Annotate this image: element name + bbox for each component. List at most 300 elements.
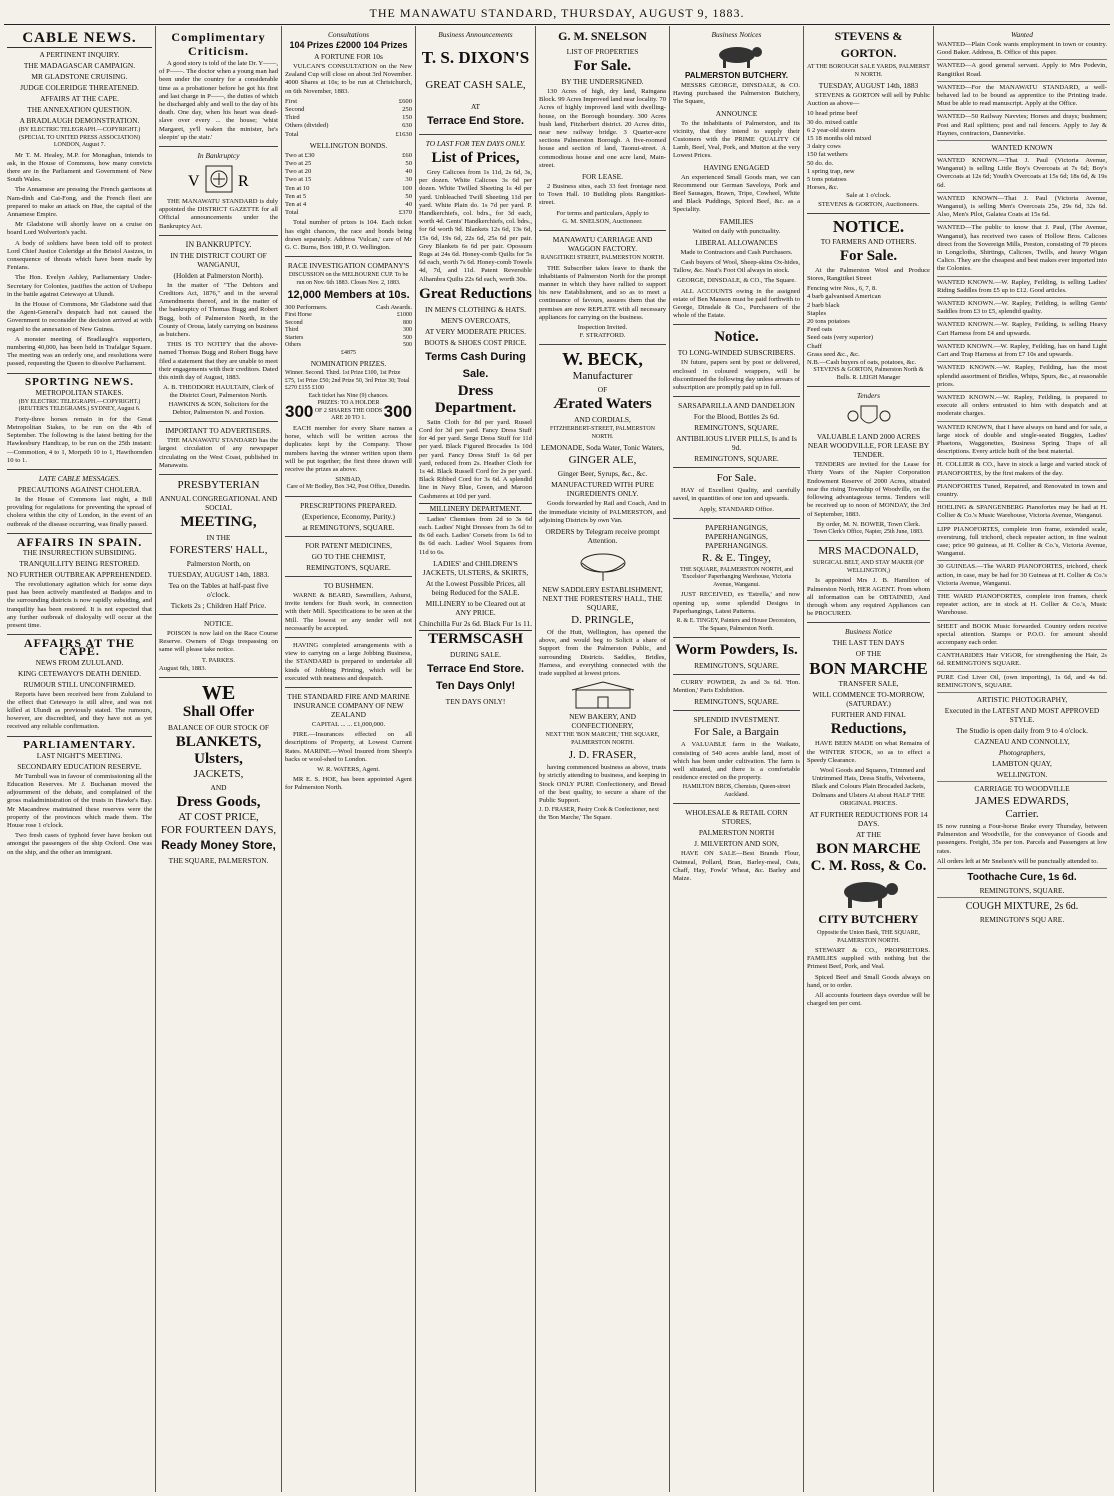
- table-row: Second 250: [285, 106, 412, 114]
- performers-header: 300 Performers. Cash Awards.: [285, 304, 412, 312]
- bower-date: Town Clerk's Office, Napier, 25th June, 1883.: [813, 528, 924, 535]
- spiced-beef: Spiced Beef and Small Goods always on hand, or to order.: [807, 973, 930, 989]
- to-farmers: TO FARMERS AND OTHERS.: [820, 236, 917, 246]
- list-item: 150 fat wethers: [807, 151, 848, 159]
- price-list: Grey Calicoes from 1s 11d, 2s 6d, 3s, per dozen. White Calicoes 3s 6d per dozen. White Twilled Sheeting 1s 4d per yard. Unbleached Twill Sheeting 11d per yard. White Plain do. 1s 7d per yard. P. Handkerchiefs, col. bdrs., for 3d each, worth 4d. Gents' Handkerchiefs, col. bdrs., for 6d worth 9d. Blankets 12s 6d, 13s 6d, 15s 6d, 19s 6d, 22s 6d, 25s 6d per pair. Grey Blankets 6s 6d per pair. Opossum Rugs at 24s 6d. Honey-comb Quilts for 5s 6d each, worth 7s 6d. Honey-comb Towels 4d, 7d, and 11d. Patent Reversible Alhambra Quilts 22s 6d each, worth 30s.: [419, 169, 532, 283]
- tenders-text: TENDERS are invited for the Lease for Thirty Years of the Napier Corporation Endowment Reserve of 2000 Acres, situated near the rising Township of Woodville, on the following advantageous terms. Tenders will be received up to noon of MONDAY, the 3rd of September, 1883.: [807, 461, 930, 518]
- masthead: THE MANAWATU STANDARD, THURSDAY, AUGUST 9, 1883.: [369, 6, 745, 20]
- james-edwards: JAMES EDWARDS,: [975, 795, 1069, 807]
- wanted-known-heading: WANTED KNOWN: [937, 143, 1107, 155]
- stevens-gorton-title: STEVENS & GORTON.: [834, 29, 903, 60]
- column-dixon: [416, 26, 536, 1492]
- list-item: 2 barb black: [807, 301, 840, 309]
- macdonald-text: Is appointed Mrs J. B. Hamilton of Palmerston North, HER AGENT. From whom all information can be OBTAINED, And through whom any required Appliances can be PROCURED.: [807, 577, 930, 618]
- dateline: (BY ELECTRIC TELEGRAPH.—COPYRIGHT.) (REUTER'S TELEGRAMS.) SYDNEY, August 6.: [18, 398, 141, 413]
- long-winded: TO LONG-WINDED SUBSCRIBERS.: [677, 348, 796, 358]
- hay-text: HAY of Excellent Quality, and carefully saved, in quantities of one ton and upwards.: [673, 487, 800, 503]
- gd-sign: GEORGE, DINSDALE, & CO., The Square.: [677, 277, 796, 285]
- notice-title: Notice.: [714, 329, 759, 346]
- divider: [285, 637, 412, 638]
- list-item: Fencing wire Nos., 6, 7, 8.: [807, 285, 877, 293]
- advertisers-text: THE MANAWATU STANDARD has the largest circulation of any newspaper circulating on the West Coast, published in Manawatu.: [159, 437, 278, 469]
- last-ten-days: THE LAST TEN DAYS: [832, 638, 905, 648]
- tingey-address: THE SQUARE, PALMERSTON NORTH, and 'Excelsior' Paperhanging Warehouse, Victoria Avenue, Wanganui.: [680, 566, 793, 588]
- moderate-prices: AT VERY MODERATE PRICES.: [425, 326, 526, 336]
- presbyterian-sub: ANNUAL CONGREGATIONAL AND SOCIAL: [159, 493, 278, 512]
- meeting-tickets: Tickets 2s ; Children Half Price.: [170, 600, 267, 610]
- column-consultations: [282, 26, 416, 1492]
- carriage-title: MANAWATU CARRIAGE AND WAGGON FACTORY.: [552, 235, 653, 254]
- for-sale: For Sale.: [573, 58, 632, 74]
- column-butchery: [670, 26, 804, 1492]
- prescriptions-title: PRESCRIPTIONS PREPARED.: [300, 500, 397, 510]
- boots-shoes: BOOTS & SHOES COST PRICE.: [424, 337, 527, 347]
- list-item: 3 dairy cows: [807, 143, 841, 151]
- bankruptcy-title: IN BANKRUPTCY.: [185, 239, 252, 249]
- race-title: RACE INVESTIGATION COMPANY'S: [287, 261, 410, 271]
- remington: REMINGTON'S, SQUARE.: [694, 697, 779, 707]
- accounts-overdue: All accounts fourteen days overdue will be charged ten per cent.: [807, 992, 930, 1008]
- vulcan-text: VULCAN'S CONSULTATION on the New Zealand Cup will close on about 3rd November. 4000 Shares at 10s; to be run at Christchurch, on 6th November, 1883.: [285, 63, 412, 95]
- dateline: (BY ELECTRIC TELEGRAPH.—COPYRIGHT.) (SPECIAL TO UNITED PRESS ASSOCIATION) LONDON, August 7.: [18, 127, 141, 148]
- list-item: 15 18 months old mixed: [807, 135, 872, 143]
- splendid-investment: SPLENDID INVESTMENT.: [693, 715, 780, 725]
- meeting-place: Palmerston North, on: [186, 558, 251, 568]
- svg-text:R: R: [237, 173, 249, 191]
- we-heading: WE: [201, 681, 236, 704]
- table-row: Ten at 4 40: [285, 201, 412, 209]
- table-row: Two at £30 £60: [285, 151, 412, 159]
- wanted-ad: WANTED KNOWN.—W. Rapley, Feilding, is selling Ladies' Riding Saddles from £5 up to £12. Good articles.: [937, 279, 1107, 298]
- families: FAMILIES: [719, 216, 754, 226]
- blankets: BLANKETS,: [175, 733, 262, 750]
- divider: [673, 467, 800, 468]
- sale-date: TUESDAY, AUGUST 14th, 1883: [818, 81, 919, 90]
- list-item: Staples: [807, 309, 827, 317]
- warne-text: WARNE & BEARD, Sawmillers, Ashurst, invite tenders for Bush work, in connection with their Mill. Specifications to be seen at the Mill. The lowest or any tender will not necessarily be accepted.: [285, 591, 412, 632]
- table-row: Others 500: [285, 342, 412, 349]
- fortune: A FORTUNE FOR 10s: [314, 52, 383, 61]
- table-row: Others (divided) 630: [285, 122, 412, 130]
- divider: [159, 677, 278, 678]
- wool-goods: Wool Goods and Squares, Trimmed and Untrimmed Hats, Dress Stuffs, Velveteens, Black and Colours Plain Brocaded Jackets, Dolmans and Ulsters At about HALF THE ORIGINAL PRICES.: [811, 767, 926, 807]
- bakery-building-icon: [568, 680, 638, 710]
- beck-title: W. BECK,: [562, 349, 643, 370]
- prescriptions-at: at REMINGTON'S, SQUARE.: [302, 522, 395, 532]
- bargain-text: A VALUABLE farm in the Waikato, consisting of 540 acres arable land, most of which has been under cultivation. The farm is well situated, and there is a comfortable residence erected on the property.: [673, 741, 800, 782]
- court-text: In the matter of "The Debtors and Creditors Act, 1876," and in the several Amendments thereof, and in the matter of the bankruptcy of Thomas Bugg and Robert Bugg, both of Palmerston North, in the County of Oroua, lately carrying on business as butchers.: [159, 281, 278, 339]
- bonds-text: Total number of prizes is 104. Each ticket has eight chances, the race and bonds being drawn separately. Address 'Vulcan,' care of Mr G. C. Burns, Box 180, P. O. Wellington.: [285, 219, 412, 252]
- cable-head: A PERTINENT INQUIRY.: [39, 50, 120, 59]
- list-item: 50 do. do.: [807, 159, 834, 167]
- stratford-sign: F. STRATFORD.: [579, 332, 626, 340]
- engaged-text: An experienced Small Goods man, we can Recommend our German Saveloys, Pork and Beef Sausages, Brawn, Tripe, Cowheel, White and Black Puddings, Spiced Beef, &c. as a Speciality.: [673, 173, 800, 214]
- shall-offer: Shall Offer: [182, 703, 255, 720]
- article-paragraph: Two fresh cases of typhoid fever have broken out amongst the passengers of the ship Oxford. One was on the ship, and the other an immigrant.: [7, 832, 152, 856]
- odds-block: 300 PRIZES: TO A HOLDER OF 2 SHARES THE ODDS ARE 20 TO 1. 300: [285, 400, 412, 422]
- milverton: J. MILVERTON AND SON,: [694, 839, 779, 849]
- divider: [7, 533, 152, 534]
- corn-stores: WHOLESALE & RETAIL CORN STORES,: [685, 808, 788, 827]
- terrace-end-store-2: Terrace End Store.: [427, 662, 524, 675]
- sale-yards: AT THE BOROUGH SALE YARDS, PALMERST N NORTH.: [807, 64, 930, 78]
- business-tag: Business Announcements: [438, 30, 513, 39]
- manufacturer: Manufacturer: [572, 370, 633, 383]
- divider: [285, 576, 412, 577]
- great-cash-sale: GREAT CASH SALE,: [425, 79, 526, 91]
- snelson-title: G. M. SNELSON: [558, 29, 647, 43]
- fraser-name: J. D. FRASER,: [568, 749, 637, 762]
- list-of-properties: LIST OF PROPERTIES: [566, 47, 639, 56]
- divider: [673, 803, 800, 804]
- apply-standard: Apply, STANDARD Office.: [699, 505, 774, 513]
- fraser-text: having commenced business as above, trusts by strictly attending to business, and keeping in Stock ONLY PURE Confectionery, and Bread of the best quality, to secure a share of the Public Support.: [539, 764, 666, 805]
- tenders-tag: Tenders: [856, 391, 881, 401]
- notice-title: NOTICE.: [204, 618, 233, 628]
- prize-table: [285, 98, 412, 139]
- fraser-address: NEXT THE 'BON MARCHE,' THE SQUARE, PALMERSTON NORTH.: [545, 732, 660, 746]
- cordials: AND CORDIALS,: [574, 415, 631, 425]
- nb-text: N.B.—Cash buyers of oats, potatoes, &c.: [807, 359, 917, 367]
- lemonade: LEMONADE, Soda Water, Tonic Waters,: [541, 443, 664, 453]
- table-row: Third 300: [285, 327, 412, 334]
- business-notices-tag: Business Notices: [711, 30, 762, 39]
- patent-medicines: FOR PATENT MEDICINES,: [305, 540, 392, 550]
- court-head: IN THE DISTRICT COURT OF WANGANUI,: [170, 250, 267, 269]
- business-notice-tag: Business Notice: [844, 627, 892, 637]
- mens-overcoats: MEN'S OVERCOATS,: [440, 315, 511, 325]
- just-received: JUST RECEIVED, ex 'Estrella,' and now opening up, some splendid Designs in Paperhangings, Latest Patterns.: [673, 591, 800, 615]
- notice-sign: T. PARKES.: [201, 656, 236, 664]
- wanted-ad: WANTED—Plain Cook wants employment in town or country. Good Baker. Address, B. Office of this paper.: [937, 41, 1107, 60]
- wanted-ad: WANTED KNOWN.—W. Rapley, Feilding, has the most splendid assortment of Bridles, Whips, Spurs, &c., at reasonable prices.: [937, 364, 1107, 392]
- article-paragraph: Mr T. M. Healey, M.P. for Monaghan, intends to ask, in the House of Commons, how many convicts there are in the Parliament and Government of New South Wales.: [7, 151, 152, 184]
- article-paragraph: The Annamese are pressing the French garrisons at Nam-dinh and Cai-Fong, and the French fleet are prepared to make an attack on Hue, the capital of the Annamese Empire.: [7, 186, 152, 218]
- late-cable-head: PRECAUTIONS AGAINST CHOLERA.: [17, 485, 142, 494]
- consultations-tag: Consultations: [327, 30, 370, 39]
- remington: REMINGTON'S, SQUARE.: [937, 886, 1107, 898]
- at-the: AT THE: [856, 830, 881, 840]
- notify-text: THIS IS TO NOTIFY that the above-named Thomas Bugg and Robert Bugg have filed a statement that they are unable to meet their engagements with their creditors. Dated this ninth day of August, 1883.: [159, 341, 279, 382]
- liberal-text: Made to Contractors and Cash Purchasers.: [680, 248, 793, 256]
- wanted-ad: WANTED—For the MANAWATU STANDARD, a well-behaved lad to be bound as apprentice to the Printing trade. Must be able to read manuscript. Apply at the Office.: [937, 84, 1107, 112]
- divider: [7, 469, 152, 470]
- presbyterian-title: PRESBYTERIAN: [177, 478, 260, 491]
- article-paragraph: In the House of Commons, Mr Gladstone said that the Agent-General's despatch had not caused the Government to reconsider the decision arrived at with regard to the annexation of New Guinea.: [7, 300, 152, 333]
- having-engaged: HAVING ENGAGED: [703, 162, 770, 172]
- cable-head: MR GLADSTONE CRUISING.: [31, 72, 128, 81]
- wanted-ad: WANTED—The public to know that J. Paul, (The Avenue, Wanganui), has received two cases of Hollow Bros. Calicoes direct from the Sovereign Mills, Preston, consisting of 79 pieces in Longcloths, Shirtings, Calicoes, Twills, and heavy Wigan Calico. They are the cheapest and best makes ever imported into the Colonies.: [937, 224, 1107, 276]
- cable-head: THE ANNEXATION QUESTION.: [27, 105, 132, 114]
- ten-days-line: TO LAST FOR TEN DAYS ONLY.: [425, 139, 526, 148]
- photographers: Photographers,: [998, 748, 1046, 757]
- criticism-title: Complimentary Criticism.: [171, 30, 266, 58]
- cable-head: JUDGE COLERIDGE THREATENED.: [20, 83, 139, 92]
- divider: [7, 736, 152, 737]
- city-address: Opposite the Union Bank, THE SQUARE, PALMERSTON NORTH.: [817, 930, 920, 944]
- remington: REMINGTON'S, SQUARE.: [694, 454, 779, 464]
- performers-total: £4875: [341, 349, 356, 356]
- divider: [285, 256, 412, 257]
- list-item: 5 tons potatoes: [807, 176, 847, 184]
- pringle-text: Of the Hutt, Wellington, has opened the above, and would beg to Solicit a share of Support from the Palmerston Public, and surrounding Districts. Saddles, Bridles, Harness, and everything connected with the trade supplied at lowest prices.: [539, 628, 666, 677]
- item-list: [807, 285, 930, 359]
- advertisers-title: IMPORTANT TO ADVERTISERS.: [165, 426, 272, 436]
- prize-line: 104 Prizes £2000 104 Prizes: [289, 40, 408, 50]
- snelson-sign: G. M. SNELSON, Auctioneer.: [562, 217, 643, 225]
- table-row: Second 800: [285, 319, 412, 326]
- terrace-end-store: Terrace End Store.: [427, 115, 524, 127]
- wanted-ad: WANTED KNOWN.—W. Rapley, Feilding, is prepared to execute all orders entrusted to him with despatch and at moderate charges.: [937, 394, 1107, 422]
- divider: [7, 373, 152, 374]
- columns: [4, 26, 1110, 1492]
- sinbad-address: Care of Mr Bodley, Box 342, Post Office, Dunedin.: [286, 484, 411, 491]
- fourteen-days: FOR FOURTEEN DAYS,: [160, 823, 277, 836]
- cazneau: CAZNEAU AND CONNOLLY,: [974, 737, 1070, 746]
- dress-department: Dress Department.: [434, 382, 517, 416]
- table-row: Starters 500: [285, 334, 412, 341]
- milverton-text: HAVE ON SALE—Best Brands Flour, Oatmeal, Pollard, Bran, Barley-meal, Oats, Chaff, Hay, Fowls' Wheat, &c. Barley and Maize.: [673, 850, 800, 883]
- divider: [673, 637, 800, 638]
- members: 12,000 Members at 10s.: [287, 289, 410, 302]
- cable-head: THE MADAGASCAR CAMPAIGN.: [23, 61, 136, 70]
- solicitor-sign: HAWKINS & SON, Solicitors for the Debtor, Palmerston N. and Foxton.: [168, 400, 269, 416]
- article-paragraph: Forty-three horses remain in for the Great Metropolitan Stakes, to be run on the 4th of September. The following is the latest betting for the Hawkesbury Handicap, to be run on the 25th instant:—Commotion, 4 to 1, Morpeth 10 to 1, Hawthornden 10 to 1.: [7, 415, 152, 464]
- column-stevens-gorton: [804, 26, 934, 1492]
- table-row: Two at 25 50: [285, 160, 412, 168]
- termscash: TERMSCASH: [419, 630, 532, 648]
- notice-title: NOTICE.: [832, 216, 905, 236]
- divider: [159, 421, 278, 422]
- agent-sign: W. R. WATERS, Agent.: [317, 765, 380, 773]
- waited-on: Waited on daily with punctuality.: [692, 227, 781, 235]
- of-the: OF THE: [855, 649, 882, 659]
- terms-cash: Terms Cash During Sale.: [425, 350, 526, 380]
- divider: [419, 134, 532, 135]
- divider: [159, 614, 278, 615]
- column-snelson: [536, 26, 670, 1492]
- carriage-address: RANGITIKEI STREET, PALMERSTON NORTH.: [540, 255, 665, 262]
- paperhangings: PAPERHANGINGS, PAPERHANGINGS, PAPERHANGINGS.: [705, 522, 768, 550]
- balance: BALANCE OF OUR STOCK OF: [168, 722, 269, 732]
- long-winded-text: IN future, papers sent by post or delivered, enclosed in coloured wrappers, will be discontinued the following day unless arrears of subscription are promptly paid up in full.: [673, 359, 800, 392]
- parliamentary-title: PARLIAMENTARY.: [23, 738, 136, 751]
- antibilious: ANTIBILIOUS LIVER PILLS, Is and Is 9d.: [676, 434, 797, 453]
- divider: [807, 386, 930, 387]
- capital: CAPITAL ... ... £1,000,000.: [311, 720, 386, 728]
- ten-days-only-2: TEN DAYS ONLY!: [445, 696, 506, 706]
- reductions: Reductions,: [830, 721, 907, 738]
- top-rule: [4, 24, 1110, 25]
- hamilton-sign: HAMILTON BROS, Chemists, Queen-street Auckland.: [682, 784, 791, 798]
- saddle-illustration-icon: [568, 547, 638, 583]
- table-row: Two at 20 40: [285, 168, 412, 176]
- spain-head: THE INSURRECTION SUBSIDING.: [22, 548, 137, 558]
- syrups: Ginger Beer, Syrups, &c., &c.: [557, 469, 648, 479]
- toothache-cure: Toothache Cure, 1s 6d.: [967, 872, 1077, 884]
- saddlery-title: NEW SADDLERY ESTABLISHMENT, NEXT THE FORESTERS' HALL, THE SQUARE,: [542, 584, 663, 612]
- for-sale: For Sale.: [839, 247, 898, 264]
- divider: [673, 518, 800, 519]
- collier-ad: H. COLLIER & CO., have in stock a large and varied stock of PIANOFORTES, by the first makers of the day.: [937, 461, 1107, 480]
- article-paragraph: In the House of Commons last night, a Bill providing for regulations for preventing the spread of cholera within the city of London, in the event of an outbreak of the disease occurring, was finally passed.: [7, 496, 152, 528]
- wanted-tag: Wanted: [1011, 30, 1033, 39]
- bushmen-title: TO BUSHMEN.: [323, 580, 374, 590]
- aerated-waters: Ærated Waters: [553, 396, 652, 413]
- chinchilla: Chinchilla Fur 2s 6d. Black Fur 1s 11.: [419, 618, 532, 628]
- sinbad-sign: SINBAD,: [335, 476, 362, 484]
- bonds-title: WELLINGTON BONDS.: [309, 140, 388, 150]
- nomination-text: Winner. Second. Third. 1st Prize £100, 1st Prize £75, 1st Prize £50; 2nd Prize 50, 3rd Prize 30; Total £270 £155 £100: [285, 370, 410, 392]
- sheet-music-ad: SHEET and BOOK Music forwarded. Country orders receive special attention. Stamps or P.O.O. for amount should accompany each order.: [937, 623, 1107, 651]
- cough-mixture: COUGH MIXTURE, 2s 6d.: [965, 901, 1079, 913]
- table-row: First £600: [285, 97, 412, 105]
- announce-text: To the inhabitants of Palmerston, and its vicinity, that they intend to supply their Customers with the PRIME QUALITY Of Lamb, Beef, Veal, Pork, and Mutton at the very Lowest Prices.: [673, 119, 800, 160]
- palmerston-north: PALMERSTON NORTH: [698, 828, 775, 838]
- article-paragraph: Mr Gladstone will shortly leave on a cruise on board Lord Wolverton's yacht.: [7, 221, 152, 237]
- table-row: Third 150: [285, 114, 412, 122]
- liberal-allowances: LIBERAL ALLOWANCES: [695, 237, 778, 247]
- artistic-photography: ARTISTIC PHOTOGRAPHY,: [976, 695, 1068, 704]
- late-cable-title: LATE CABLE MESSAGES.: [38, 474, 121, 483]
- dress-goods: Dress Goods,: [176, 793, 261, 810]
- stewart-text: STEWART & CO., PROPRIETORS. FAMILIES supplied with nothing but the Primest Beef, Pork, and Veal.: [807, 947, 930, 971]
- carriage-text: THE Subscriber takes leave to thank the inhabitants of Palmerston North for the prompt manner in which they have rallied to support his new Establishment, and so as to meet a continuance of favours, assures them that the premises are now REPLETE with all necessary appliances for carrying on the business.: [539, 264, 666, 321]
- studio-hours: The Studio is open daily from 9 to 4 o'clock.: [956, 726, 1088, 735]
- of: OF: [597, 385, 608, 395]
- race-sub: DISCUSSION on the MELBOURNE CUP. To be run on Nov. 6th 1883. Closes Nov. 2, 1883.: [288, 272, 409, 286]
- list-item: 6 2 year-old steers: [807, 126, 856, 134]
- curry-powder: CURRY POWDER, 2s and 3s 6d. 'Hon. Mention,' Paris Exhibition.: [673, 679, 800, 695]
- table-row: Two at 15 30: [285, 176, 412, 184]
- divider: [159, 474, 278, 475]
- royal-arms-icon: [184, 162, 254, 196]
- macdonald-sub: SURGICAL BELT, AND STAY MAKER (OF WELLINGTON,): [812, 560, 925, 574]
- lambton-quay: LAMBTON QUAY,: [992, 759, 1052, 768]
- millinery-list: Ladies' Chemises from 2d to 3s 6d each. Ladies' Night Dresses from 3s 6d to 8s 6d each. Ladies' Corsets from 1s 6d to 8s 6d each. Ladies' Wool Squares from 11d to 6s.: [419, 515, 532, 556]
- dixon-title: T. S. DIXON'S: [421, 48, 530, 67]
- for-lease: FOR LEASE.: [581, 172, 624, 182]
- cod-liver-ad: PURE Cod Liver Oil, (own importing), 1s 6d, and 4s 6d. REMINGTON'S, SQUARE.: [937, 674, 1107, 693]
- stock-list: [807, 110, 930, 192]
- millinery-title: MILLINERY DEPARTMENT.: [419, 503, 532, 514]
- sell-text: STEVENS & GORTON will sell by Public Auction as above—: [807, 92, 930, 108]
- go-to-chemist: GO TO THE CHEMIST,: [311, 551, 386, 561]
- for-sale-bargain: For Sale, a Bargain: [694, 726, 779, 739]
- bull-illustration-icon: [707, 41, 767, 69]
- cable-news-title: CABLE NEWS.: [7, 30, 152, 48]
- worm-powders: Worm Powders, Is.: [675, 642, 798, 658]
- macdonald-title: MRS MACDONALD,: [818, 545, 919, 558]
- sarsaparilla: SARSAPARILLA AND DANDELION: [678, 401, 795, 411]
- transfer-sale: TRANSFER SALE,: [838, 679, 899, 689]
- article-paragraph: A good story is told of the late Dr. Y——, of P——. The doctor when a young man had been under the country for a considerable time as a probationer before he got his first and last charge in P——, the duties of which he discharged ably and well to the day of his death. One day, when his heart was dead-slave over every ... the house; 'whist Margaret, ye'll waken the minister, he's sleepin' up the stair.': [159, 60, 278, 141]
- table-row: First Horse £1000: [285, 312, 412, 319]
- wanted-ad: WANTED KNOWN—That J. Paul (Victoria Avenue, Wanganui), is selling Men's Overcoats 25s, 29s 6d, 32s 6d. Also, Men's Pilot, Galatea Coats at 15s 6d.: [937, 195, 1107, 223]
- lease-list: 2 Business sites, each 33 feet frontage next to Town Hall. 10 Building plots Rangitikei-street.: [539, 183, 666, 207]
- wanted-ad: WANTED KNOWN.—W. Rapley, Feilding, has on hand Light Cart and Trap Harness at from £7 10s and upwards.: [937, 343, 1107, 362]
- cape-head: NEWS FROM ZULULAND.: [35, 657, 124, 667]
- svg-text:V: V: [187, 173, 200, 191]
- spain-head: TRANQUILLITY BEING RESTORED.: [19, 559, 140, 569]
- table-row: Total £370: [285, 209, 412, 217]
- list-item: Feed oats: [807, 326, 833, 334]
- meeting-tea: Tea on the Tables at half-past five o'clock.: [168, 580, 269, 599]
- notice-date: August 6th, 1883.: [159, 664, 207, 672]
- coat-of-arms-icon: [839, 402, 899, 430]
- butchery-title: PALMERSTON BUTCHERY.: [685, 71, 788, 80]
- terms-apply: For terms and particulars, Apply to: [556, 209, 649, 217]
- cantharides-ad: CANTHARIDES Hair VIGOR, for strengthening the Hair, 2s 6d. REMINGTON'S SQUARE.: [937, 652, 1107, 671]
- fraser-sign: J. D. FRASER, Pastry Cook & Confectioner, next the 'Bon Marche,' The Square.: [539, 807, 659, 821]
- meeting-date: TUESDAY, AUGUST 14th, 1883.: [167, 569, 270, 579]
- by-undersigned: BY THE UNDERSIGNED.: [561, 77, 644, 86]
- divider: [285, 536, 412, 537]
- nomination-note: Each ticket has Nine (9) chances.: [308, 392, 389, 399]
- table-row: Total £1630: [285, 130, 412, 138]
- tingey-title: R. & E. Tingey,: [702, 551, 771, 564]
- goods-forwarded: Goods forwarded by Rail and Coach, And in the immediate vicinity of PALMERSTON, and adjoining Districts by own Van.: [539, 500, 666, 524]
- tingey-sign: R. & E. TINGEY, Painters and House Decorators, The Square, Palmerston North.: [676, 618, 797, 632]
- remington: REMINGTON'S, SQUARE.: [694, 661, 779, 670]
- divider: [159, 235, 278, 236]
- ross-co: C. M. Ross, & Co.: [810, 858, 927, 875]
- court-sub: (Holden at Palmerston North).: [173, 270, 264, 280]
- article-paragraph: A body of soldiers have been told off to protect Lord Chief Justice Coleridge at the Bristol Assizes, in consequence of threats which have been made by Fenians.: [7, 239, 152, 272]
- mens-clothing: IN MEN'S CLOTHING & HATS.: [425, 304, 526, 314]
- orders-text: All orders left at Mr Snelson's will be punctually attended to.: [937, 858, 1107, 869]
- and: AND: [210, 782, 227, 792]
- carrier: Carrier.: [1005, 808, 1039, 820]
- pringle-name: D. PRINGLE,: [571, 613, 634, 626]
- wanted-ad: WANTED KNOWN.—W. Rapley, Feilding, is selling Gents' Saddles from £3 to £5, splendid quality.: [937, 300, 1107, 319]
- trustee-sign: A. B. THEODORE HAULTAIN, Clerk of the District Court, Palmerston North.: [163, 384, 274, 400]
- millinery-cleared: MILLINERY to be Cleared out at ANY PRICE.: [425, 598, 526, 617]
- divider: [539, 230, 666, 231]
- sg-sign: STEVENS & GORTON, Auctioneers.: [818, 200, 919, 208]
- sporting-title: SPORTING NEWS.: [25, 375, 134, 388]
- wanted-ad: WANTED—A good general servant. Apply to Mrs Podevin, Rangitikei Road.: [937, 62, 1107, 81]
- cape-title: AFFAIRS AT THE CAPE.: [23, 636, 136, 659]
- divider: [807, 540, 930, 541]
- carrier-text: IS now running a Four-horse Brake every Thursday, between Palmerston and Woodville, for the conveyance of Goods and passengers. Freight, 35s per ton. Parcels and Passengers at low rates.: [937, 823, 1107, 855]
- property-list: 130 Acres of high, dry land, Raingana Block. 99 Acres Improved land near locality. 70 Acres of highly improved land with dwelling-house, on the Borough boundary. 300 Acres bush land, Fitzherbert district. 20 Acres ditto, near new railway bridge. 3 Quarter-acre sections Palmerston Borough. A five-roomed house and section of land, Taonui-street. A commodious house and one acre land, Main-street.: [539, 88, 666, 169]
- executed: Executed in the LATEST AND MOST APPROVED STYLE.: [944, 706, 1100, 724]
- wellington: WELLINGTON.: [937, 770, 1107, 782]
- column-wanted: [934, 26, 1110, 1492]
- article-paragraph: The Hon. Evelyn Ashley, Parliamentary Under-Secretary for Colonies, justifies the action of Usibepu in the battle against Cetewayo at Ulundi.: [7, 274, 152, 298]
- table-row: Ten at 10 100: [285, 184, 412, 192]
- in-the: IN THE: [206, 532, 231, 542]
- tuned-ad: PIANOFORTES Tuned, Repaired, and Renovated in town and country.: [937, 483, 1107, 502]
- article-paragraph: The revolutionary agitation which for some days past has been actively manifested at Badajos and in the surrounding districts is now rapidly subsiding, and tranquility has been restored. It is not expected that any further outbreak of disloyalty will occur at the present time.: [7, 581, 152, 630]
- great-reductions: Great Reductions: [419, 285, 532, 302]
- meeting-heading: MEETING,: [180, 513, 257, 530]
- ward-ad: THE WARD PIANOFORTES, complete iron frames, check repeater action, are in stock at H. Collier & Co.'s, Music Warehouse.: [937, 593, 1107, 621]
- inspection: Inspection Invited.: [577, 323, 628, 331]
- sporting-head: METROPOLITAN STAKES.: [35, 387, 124, 397]
- article-paragraph: Mr Turnbull was in favour of commissioning all the Education Reserves. Mr J. Buchanan moved the adjournment of the debate, and complained of the gross maladministration of the trusts in Hawke's Bay. Mr Macandrew maintained these reserves were the property of the provinces which made them. The House rose 1 o'clock.: [7, 772, 152, 830]
- bakery-title: NEW BAKERY, AND CONFECTIONERY,: [569, 712, 636, 731]
- list-item: 30 do. mixed cattle: [807, 118, 858, 126]
- cost-price: AT COST PRICE,: [178, 810, 259, 823]
- nomination-title: NOMINATION PRIZES.: [310, 359, 387, 369]
- hoe-agent: MR E. S. HOE, has been appointed Agent for Palmerston North.: [285, 776, 412, 792]
- article-paragraph: A monster meeting of Bradlaugh's supporters, numbering 40,000, has been held in Trafalgar Square. The meeting was an orderly one, and resolutions were passed, requesting the Queen to dissolve Parliament.: [7, 335, 152, 368]
- divider: [285, 687, 412, 688]
- list-item: 4 barb galvanised American: [807, 293, 881, 301]
- city-butchery: CITY BUTCHERY: [818, 912, 919, 927]
